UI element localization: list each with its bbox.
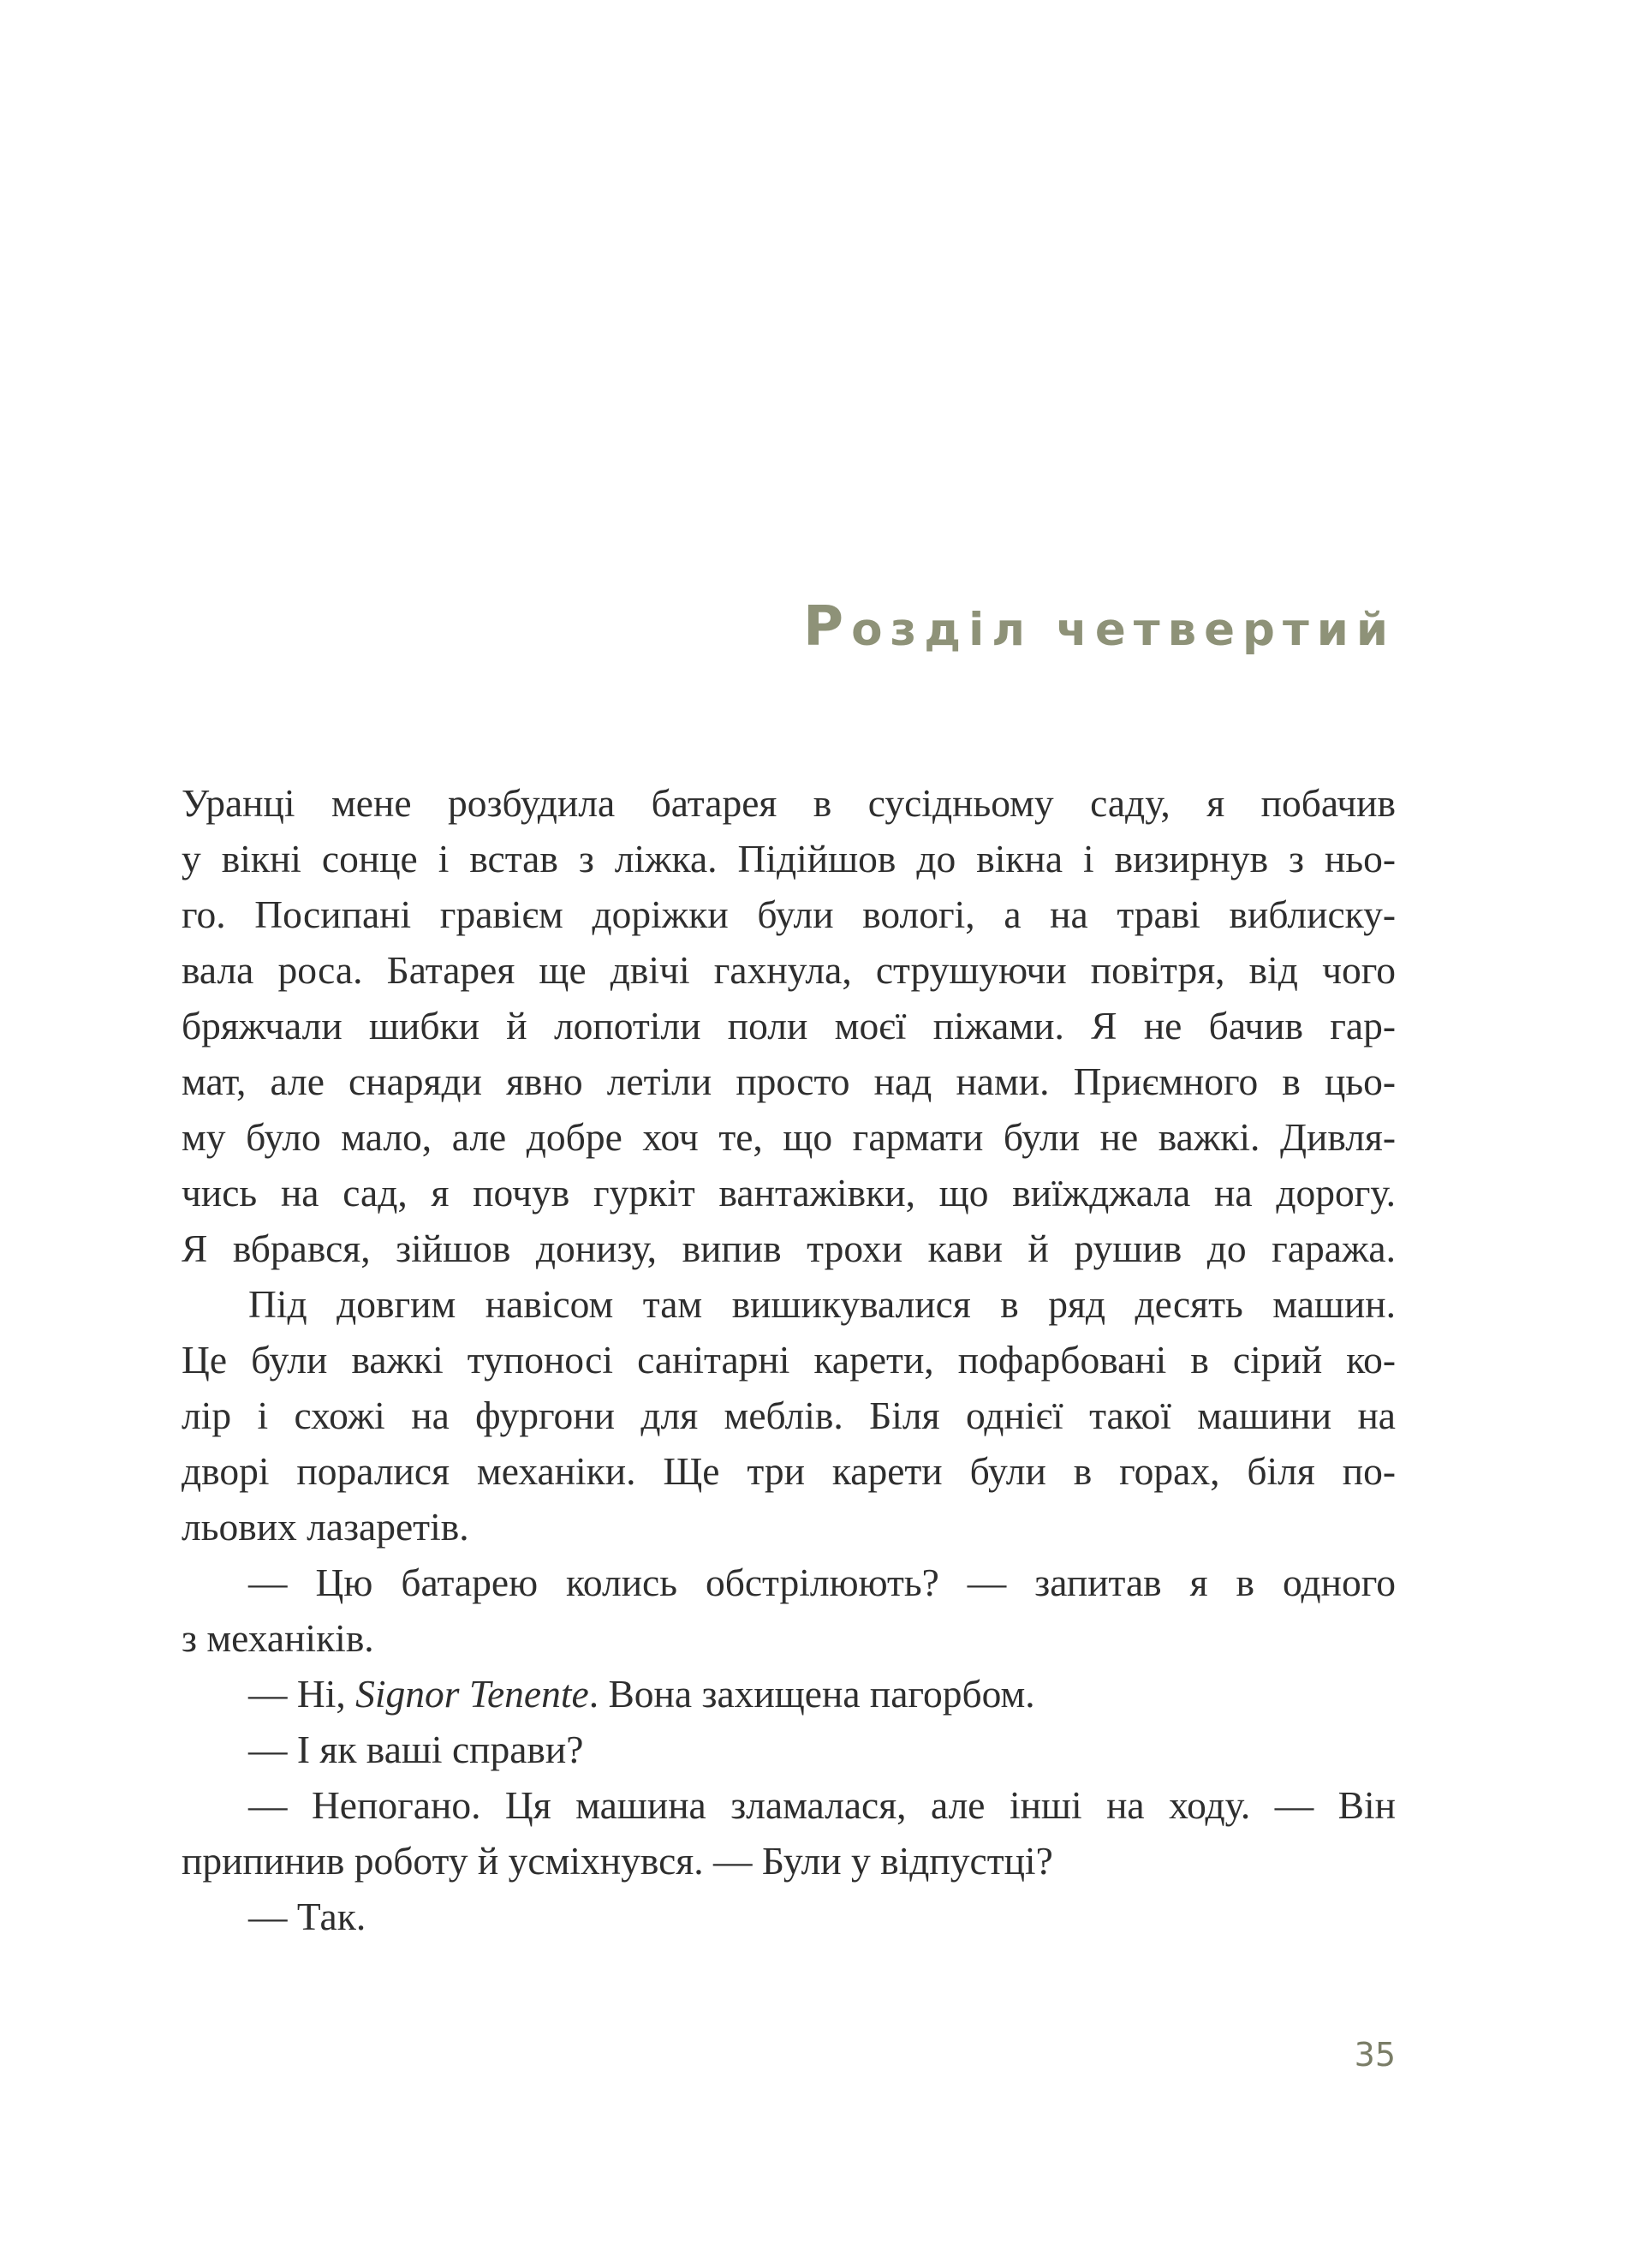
body-text <box>182 775 1396 1944</box>
text-line: лір і схожі на фургони для меблів. Біля однієї такої машини на <box>182 1394 1396 1437</box>
text-line: у вікні сонце і встав з ліжка. Підійшов до вікна і визирнув з ньо- <box>182 837 1396 880</box>
text-line: чись на сад, я почув гуркіт вантажівки, що виїжджала на дорогу. <box>182 1171 1396 1215</box>
text-line: Я вбрався, зійшов донизу, випив трохи кави й рушив до гаража. <box>182 1227 1396 1270</box>
text-line: Під довгим навісом там вишикувалися в ряд десять машин. <box>248 1282 1396 1326</box>
text-line: з механіків. <box>182 1616 374 1660</box>
text-line: — Непогано. Ця машина зламалася, але інші на ходу. — Він <box>248 1783 1396 1827</box>
text-line: льових лазаретів. <box>182 1505 469 1549</box>
text-line: припинив роботу й усміхнувся. — Були у відпустці? <box>182 1839 1053 1883</box>
text-line: вала роса. Батарея ще двічі гахнула, струшуючи повітря, від чого <box>182 948 1396 992</box>
page-number: 35 <box>1354 2036 1396 2074</box>
text-line <box>182 1666 1396 1722</box>
text-line: го. Посипані гравієм доріжки були вологі, а на траві виблиску- <box>182 892 1396 936</box>
chapter-title-initial: Р <box>803 595 852 659</box>
chapter-title <box>803 595 1396 659</box>
italic-phrase: Signor Tenente <box>355 1672 589 1716</box>
text-line: — Цю батарею колись обстрілюють? — запитав я в одного <box>248 1561 1396 1604</box>
dialogue-text: — Ні, <box>248 1672 356 1716</box>
text-line: Це були важкі тупоносі санітарні карети, пофарбовані в сірий ко- <box>182 1338 1396 1382</box>
text-line: дворі поралися механіки. Ще три карети були в горах, біля по- <box>182 1449 1396 1493</box>
text-line: — І як ваші справи? <box>248 1728 584 1771</box>
text-line: бряжчали шибки й лопотіли поли моєї піжами. Я не бачив гар- <box>182 1004 1396 1047</box>
chapter-title-rest: озділ четвертий <box>851 604 1396 656</box>
dialogue-text: . Вона захищена пагорбом. <box>588 1672 1035 1716</box>
text-line: му було мало, але добре хоч те, що гармати були не важкі. Дивля- <box>182 1115 1396 1159</box>
text-line: мат, але снаряди явно летіли просто над нами. Приємного в цьо- <box>182 1059 1396 1103</box>
text-line: Уранці мене розбудила батарея в сусідньому саду, я побачив <box>182 781 1396 825</box>
text-line: — Так. <box>248 1895 366 1938</box>
